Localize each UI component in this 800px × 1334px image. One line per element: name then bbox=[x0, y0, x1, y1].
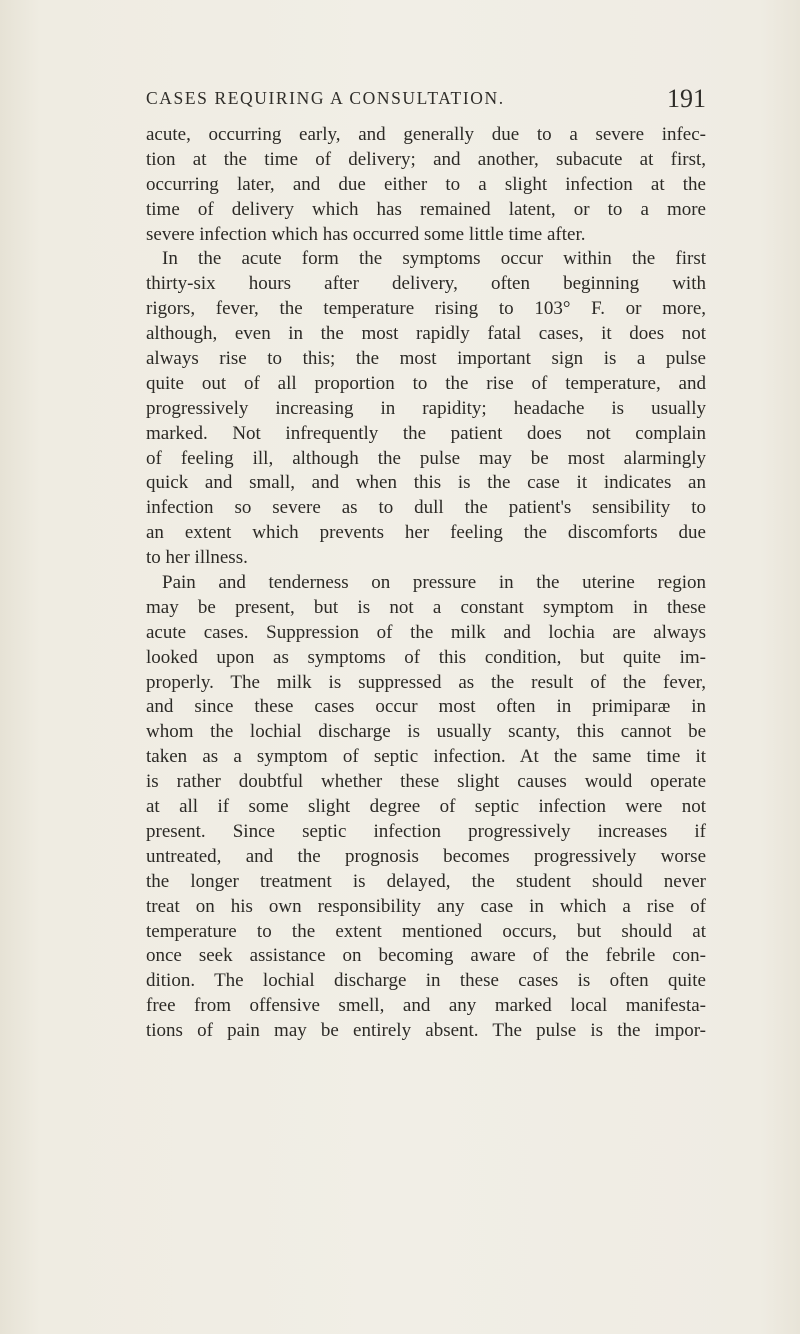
text-line: quite out of all proportion to the rise of temperature, and bbox=[146, 372, 706, 394]
text-line: looked upon as symptoms of this condition, but quite im- bbox=[146, 646, 706, 668]
text-line: acute, occurring early, and generally due to a severe infec- bbox=[146, 124, 706, 145]
text-line: temperature to the extent mentioned occurs, but should at bbox=[146, 920, 706, 942]
text-line: untreated, and the prognosis becomes progressively worse bbox=[146, 845, 706, 867]
text-line: marked. Not infrequently the patient does not complain bbox=[146, 422, 706, 444]
text-line: Pain and tenderness on pressure in the uterine region bbox=[162, 572, 706, 594]
text-line: whom the lochial discharge is usually scanty, this cannot be bbox=[146, 721, 706, 743]
text-line: and since these cases occur most often in primiparæ in bbox=[146, 696, 706, 718]
text-line: once seek assistance on becoming aware of the febrile con- bbox=[146, 945, 706, 967]
text-line: thirty-six hours after delivery, often beginning with bbox=[146, 273, 706, 295]
running-head-title: CASES REQUIRING A CONSULTATION. bbox=[146, 88, 505, 108]
page-number: 191 bbox=[667, 84, 706, 113]
text-line: although, even in the most rapidly fatal cases, it does not bbox=[146, 323, 706, 345]
text-line: properly. The milk is suppressed as the result of the fever, bbox=[146, 671, 706, 693]
text-line: progressively increasing in rapidity; headache is usually bbox=[146, 397, 706, 419]
text-line: In the acute form the symptoms occur within the first bbox=[162, 248, 706, 270]
text-line: the longer treatment is delayed, the student should never bbox=[146, 870, 706, 892]
text-line: acute cases. Suppression of the milk and lochia are always bbox=[146, 621, 706, 643]
text-line: may be present, but is not a constant symptom in these bbox=[146, 596, 706, 618]
text-line: occurring later, and due either to a slight infection at the bbox=[146, 173, 706, 195]
text-line: tion at the time of delivery; and another, subacute at first, bbox=[146, 148, 706, 170]
text-line: taken as a symptom of septic infection. At the same time it bbox=[146, 746, 706, 768]
text-line: an extent which prevents her feeling the discomforts due bbox=[146, 522, 706, 544]
running-head bbox=[146, 84, 706, 114]
text-line: treat on his own responsibility any case in which a rise of bbox=[146, 895, 706, 917]
text-line: at all if some slight degree of septic infection were not bbox=[146, 796, 706, 818]
text-line: dition. The lochial discharge in these cases is often quite bbox=[146, 970, 706, 992]
text-line: rigors, fever, the temperature rising to 103° F. or more, bbox=[146, 298, 706, 320]
text-line: to her illness. bbox=[146, 547, 248, 569]
text-line: infection so severe as to dull the patient's sensibility to bbox=[146, 497, 706, 519]
text-line: is rather doubtful whether these slight causes would operate bbox=[146, 771, 706, 793]
text-line: tions of pain may be entirely absent. The pulse is the impor- bbox=[146, 1020, 706, 1042]
text-line: of feeling ill, although the pulse may be most alarmingly bbox=[146, 447, 706, 469]
text-line: free from offensive smell, and any marked local manifesta- bbox=[146, 995, 706, 1017]
text-line: time of delivery which has remained latent, or to a more bbox=[146, 198, 706, 220]
text-line: severe infection which has occurred some little time after. bbox=[146, 223, 586, 245]
text-line: always rise to this; the most important sign is a pulse bbox=[146, 348, 706, 370]
text-line: quick and small, and when this is the case it indicates an bbox=[146, 472, 706, 494]
body-text bbox=[146, 123, 706, 1044]
text-line: present. Since septic infection progressively increases if bbox=[146, 820, 706, 842]
